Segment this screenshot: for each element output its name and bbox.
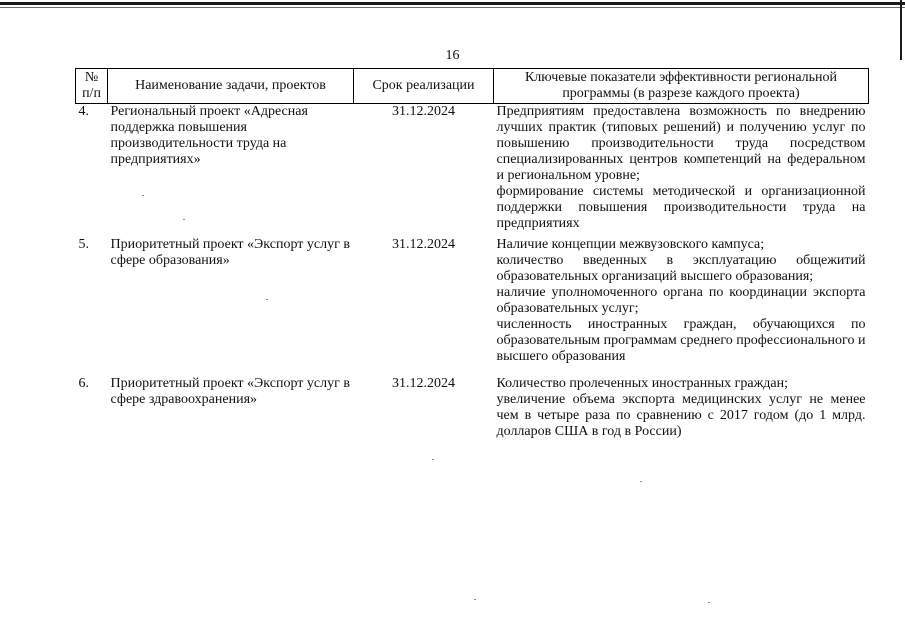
scan-speck [432, 459, 434, 460]
row-number: 6. [78, 375, 89, 391]
kpi-item: формирование системы методической и организационной поддержки повышения производительности труда на предприятиях [496, 184, 866, 231]
row-task-name: Приоритетный проект «Экспорт услуг в сфере здравоохранения» [110, 375, 350, 407]
scan-speck [474, 599, 476, 600]
scan-speck [142, 195, 144, 196]
kpi-item: Наличие концепции межвузовского кампуса; [496, 236, 765, 252]
row-kpi [494, 104, 869, 237]
kpi-item: увеличение объема экспорта медицинских услуг не менее чем в четыре раза по сравнению с 2017 годом (до 1 млрд. долларов США в год в России) [496, 391, 866, 439]
scan-speck [183, 219, 185, 220]
row-number: 5. [78, 236, 89, 252]
kpi-item: наличие уполномоченного органа по координации экспорта образовательных услуг; [496, 284, 866, 316]
header-task-name: Наименование задачи, проектов [108, 69, 354, 104]
table-row [76, 104, 869, 237]
row-kpi [494, 237, 869, 376]
header-kpi: Ключевые показатели эффективности региональной программы (в разрезе каждого проекта) [494, 69, 869, 104]
kpi-item: Предприятиям предоставлена возможность по внедрению лучших практик (типовых решений) и получению услуг по повышению производительности труда посредством специализированных центров компетенций на федеральном и региональном уровне; [496, 104, 866, 183]
scan-speck [640, 481, 642, 482]
table-row [76, 237, 869, 376]
kpi-item: Количество пролеченных иностранных граждан; [496, 375, 788, 391]
page-number: 16 [445, 48, 460, 63]
row-deadline: 31.12.2024 [392, 375, 455, 391]
row-deadline: 31.12.2024 [392, 236, 455, 252]
program-table [75, 68, 869, 441]
scan-speck [266, 299, 268, 300]
kpi-item: численность иностранных граждан, обучающихся по образовательным программам среднего профессионального и высшего образования [496, 316, 866, 364]
header-number: № п/п [76, 69, 108, 104]
row-deadline: 31.12.2024 [392, 104, 455, 119]
row-task-name: Приоритетный проект «Экспорт услуг в сфере образования» [110, 236, 350, 268]
header-deadline: Срок реализации [354, 69, 494, 104]
kpi-item: количество введенных в эксплуатацию общежитий образовательных организаций высшего образования; [496, 252, 866, 284]
scan-speck [708, 602, 710, 603]
row-number: 4. [78, 104, 89, 119]
table-row [76, 376, 869, 441]
row-kpi [494, 376, 869, 441]
row-task-name: Региональный проект «Адресная поддержка повышения производительности труда на предприятиях» [110, 104, 308, 167]
scan-border-top [0, 2, 905, 5]
scan-border-top-thin [0, 7, 905, 8]
table-header-row [76, 69, 869, 104]
